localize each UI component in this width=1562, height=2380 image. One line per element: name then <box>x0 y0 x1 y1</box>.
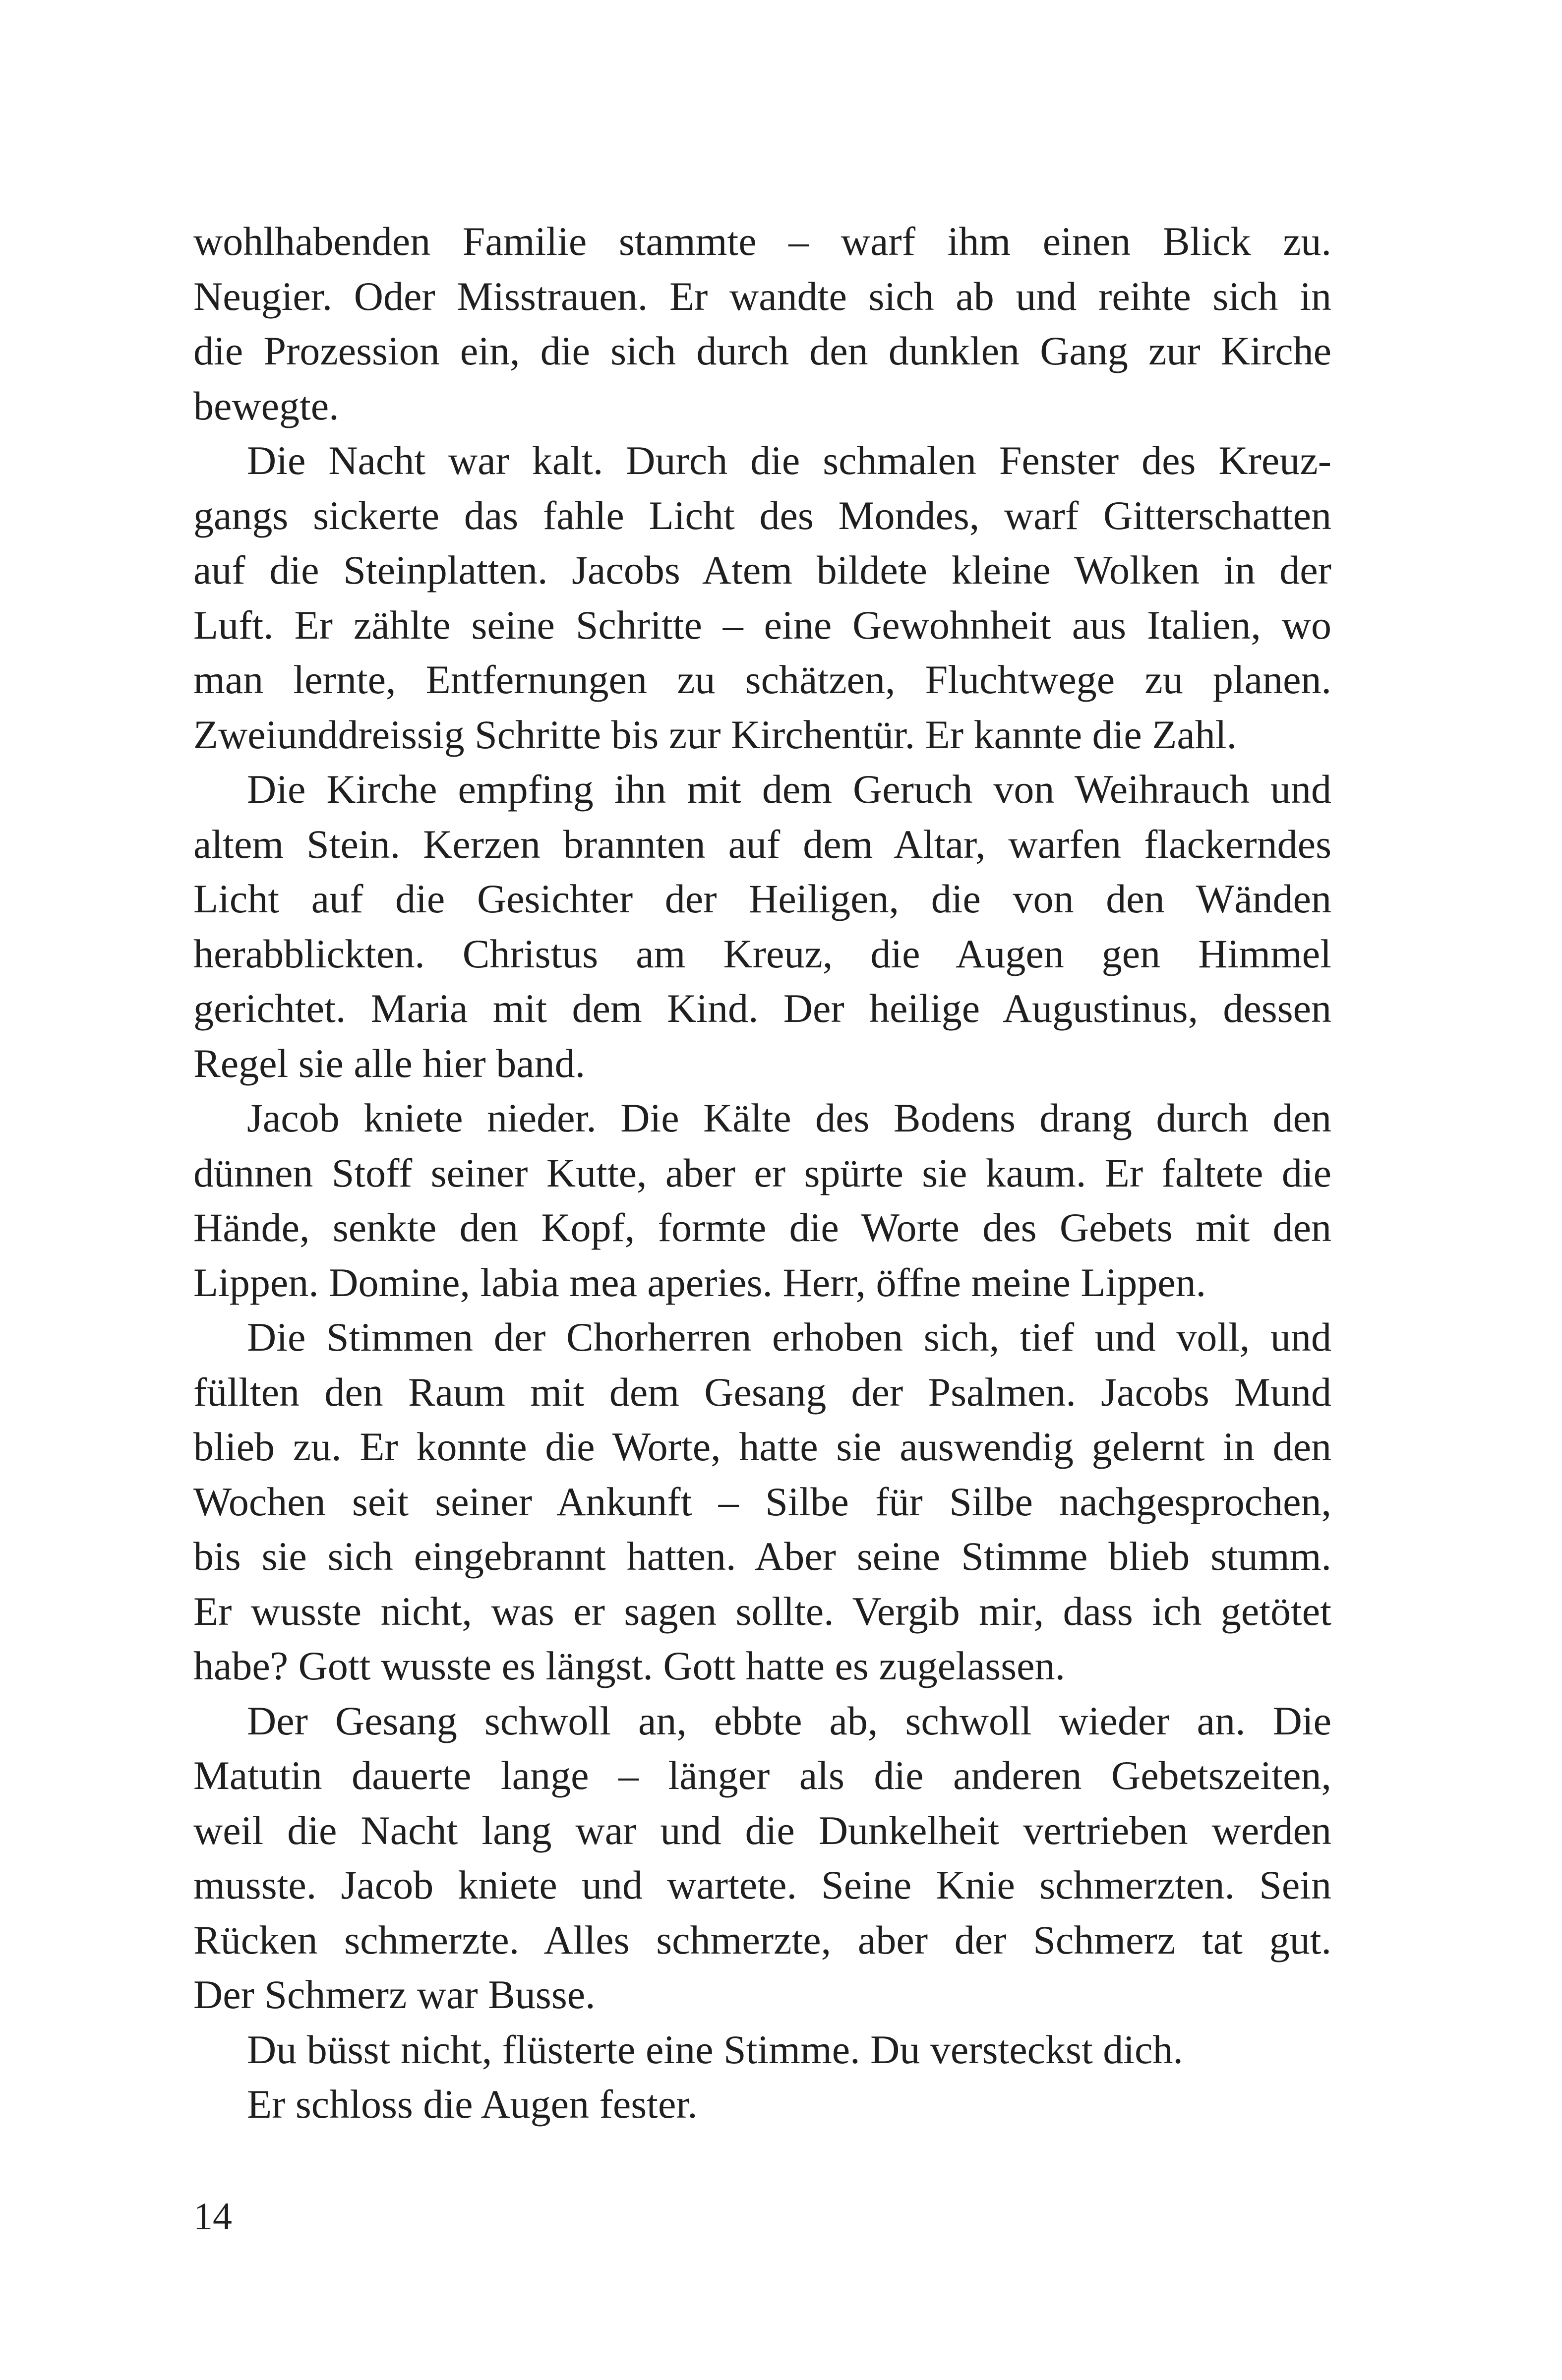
text-line: weil die Nacht lang war und die Dunkelheit vertrieben werden <box>193 1807 1331 1853</box>
text-line: Er schloss die Augen fester. <box>247 2082 698 2127</box>
text-line: füllten den Raum mit dem Gesang der Psalmen. Jacobs Mund <box>193 1369 1331 1415</box>
page-number: 14 <box>193 2195 232 2238</box>
text-line: Hände, senkte den Kopf, formte die Worte des Gebets mit den <box>193 1205 1331 1250</box>
text-line: bis sie sich eingebrannt hatten. Aber seine Stimme blieb stumm. <box>193 1534 1331 1579</box>
text-line: Licht auf die Gesichter der Heiligen, die von den Wänden <box>193 876 1331 921</box>
text-line: gangs sickerte das fahle Licht des Mondes, warf Gitterschatten <box>193 492 1331 538</box>
text-line: habe? Gott wusste es längst. Gott hatte es zugelassen. <box>193 1643 1065 1688</box>
text-line: Wochen seit seiner Ankunft – Silbe für Silbe nachgesprochen, <box>193 1479 1331 1524</box>
text-line: Die Kirche empfing ihn mit dem Geruch von Weihrauch und <box>247 767 1331 812</box>
text-line: musste. Jacob kniete und wartete. Seine Knie schmerzten. Sein <box>193 1862 1331 1907</box>
text-line: Die Stimmen der Chorherren erhoben sich, tief und voll, und <box>247 1314 1331 1360</box>
text-line: Er wusste nicht, was er sagen sollte. Vergib mir, dass ich getötet <box>193 1588 1331 1634</box>
text-line: altem Stein. Kerzen brannten auf dem Altar, warfen flackerndes <box>193 821 1331 867</box>
text-line: Luft. Er zählte seine Schritte – eine Gewohnheit aus Italien, wo <box>193 602 1331 648</box>
text-line: herabblickten. Christus am Kreuz, die Augen gen Himmel <box>193 931 1331 976</box>
text-line: Der Gesang schwoll an, ebbte ab, schwoll wieder an. Die <box>247 1698 1331 1743</box>
text-line: Zweiunddreissig Schritte bis zur Kirchentür. Er kannte die Zahl. <box>193 712 1237 757</box>
text-line: Die Nacht war kalt. Durch die schmalen Fenster des Kreuz- <box>247 438 1331 483</box>
text-line: Jacob kniete nieder. Die Kälte des Bodens drang durch den <box>247 1095 1331 1140</box>
text-line: Rücken schmerzte. Alles schmerzte, aber der Schmerz tat gut. <box>193 1917 1331 1963</box>
text-line: Der Schmerz war Busse. <box>193 1972 596 2017</box>
text-line: wohlhabenden Familie stammte – warf ihm einen Blick zu. <box>193 219 1331 264</box>
text-line: gerichtet. Maria mit dem Kind. Der heilige Augustinus, dessen <box>193 986 1331 1031</box>
text-line: bewegte. <box>193 383 339 428</box>
text-line: man lernte, Entfernungen zu schätzen, Fluchtwege zu planen. <box>193 657 1331 702</box>
text-line: Lippen. Domine, labia mea aperies. Herr, öffne meine Lippen. <box>193 1259 1206 1305</box>
text-line: dünnen Stoff seiner Kutte, aber er spürte sie kaum. Er faltete die <box>193 1150 1331 1195</box>
text-line: Regel sie alle hier band. <box>193 1040 586 1086</box>
text-line: Du büsst nicht, flüsterte eine Stimme. Du versteckst dich. <box>247 2026 1183 2072</box>
text-line: blieb zu. Er konnte die Worte, hatte sie auswendig gelernt in den <box>193 1424 1331 1469</box>
body-text <box>193 214 1331 2132</box>
text-line: die Prozession ein, die sich durch den dunklen Gang zur Kirche <box>193 328 1331 373</box>
text-line: Matutin dauerte lange – länger als die anderen Gebetszeiten, <box>193 1753 1331 1798</box>
text-line: Neugier. Oder Misstrauen. Er wandte sich ab und reihte sich in <box>193 273 1331 319</box>
text-line: auf die Steinplatten. Jacobs Atem bildete kleine Wolken in der <box>193 547 1331 593</box>
